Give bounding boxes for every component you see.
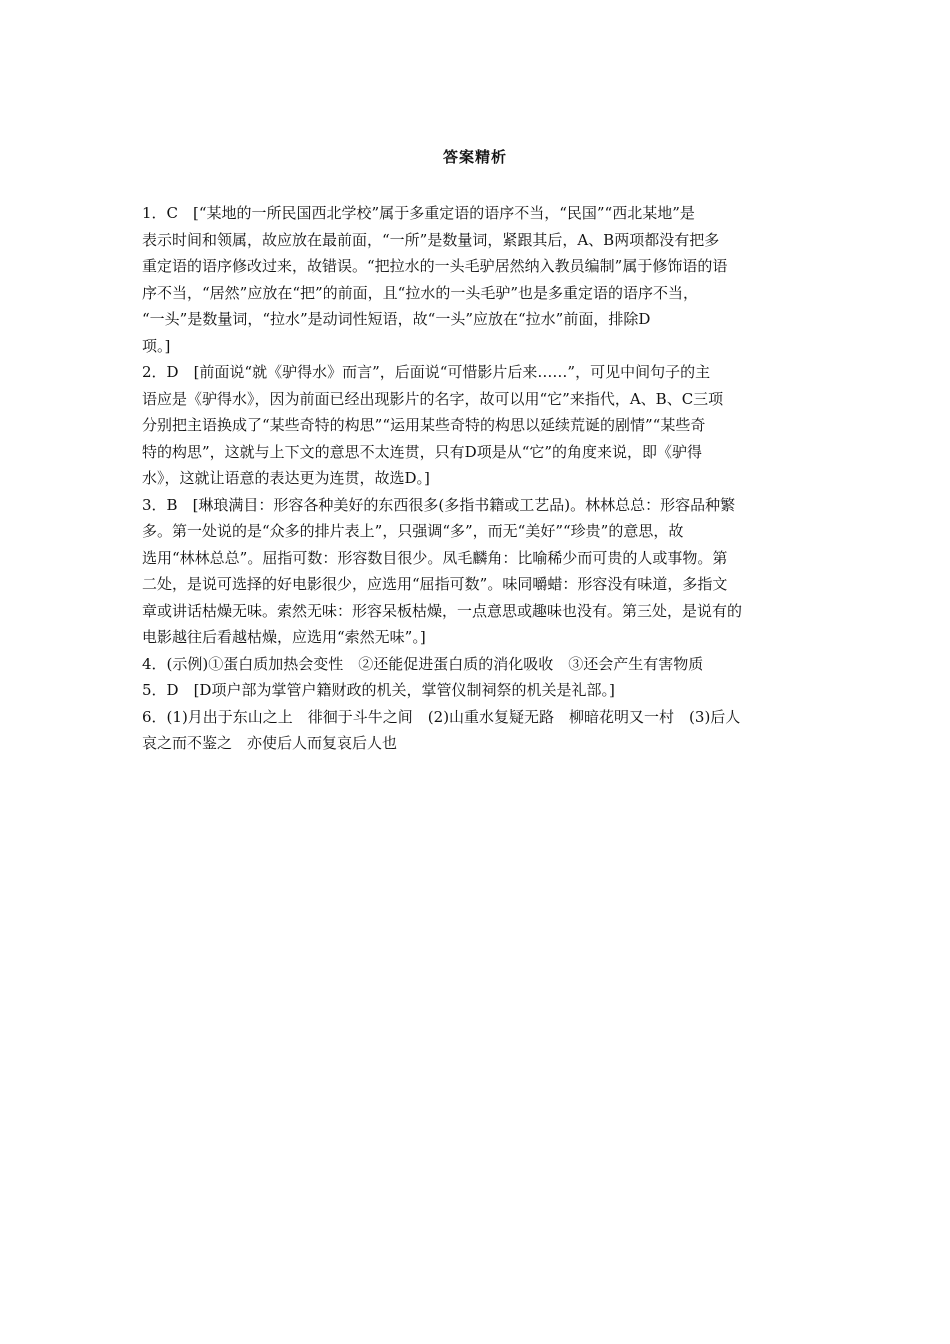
answer-line: 章或讲话枯燥无味。索然无味：形容呆板枯燥，一点意思或趣味也没有。第三处，是说有的 bbox=[142, 601, 743, 620]
answer-line: 3．B [琳琅满目：形容各种美好的东西很多(多指书籍或工艺品)。林林总总：形容品种繁 bbox=[142, 495, 736, 514]
answer-line: 项。] bbox=[142, 336, 171, 355]
answer-line: 特的构思”，这就与上下文的意思不太连贯，只有D项是从“它”的角度来说，即《驴得 bbox=[142, 442, 703, 461]
answer-item-4 bbox=[142, 651, 812, 678]
answer-item-6 bbox=[142, 704, 812, 757]
page-title: 答案精析 bbox=[442, 148, 507, 166]
answer-line: 多。第一处说的是“众多的排片表上”，只强调“多”，而无“美好”“珍贵”的意思，故 bbox=[142, 522, 684, 540]
answer-item-3 bbox=[142, 492, 812, 651]
answer-line: 4．(示例)①蛋白质加热会变性 ②还能促进蛋白质的消化吸收 ③还会产生有害物质 bbox=[142, 654, 704, 673]
answer-line: 表示时间和领属，故应放在最前面，“一所”是数量词，紧跟其后，A、B两项都没有把多 bbox=[142, 230, 720, 249]
answer-line: 选用“林林总总”。屈指可数：形容数目很少。凤毛麟角：比喻稀少而可贵的人或事物。第 bbox=[142, 548, 728, 567]
answer-line: “一头”是数量词，“拉水”是动词性短语，故“一头”应放在“拉水”前面，排除D bbox=[142, 310, 651, 328]
answer-line: 水》，这就让语意的表达更为连贯，故选D。] bbox=[142, 469, 430, 487]
answer-list bbox=[142, 200, 812, 757]
answer-item-1 bbox=[142, 200, 812, 359]
answer-line: 5．D [D项户部为掌管户籍财政的机关，掌管仪制祠祭的机关是礼部。] bbox=[142, 681, 615, 699]
answer-line: 电影越往后看越枯燥，应选用“索然无味”。] bbox=[142, 628, 426, 646]
answer-line: 序不当，“居然”应放在“把”的前面，且“拉水的一头毛驴”也是多重定语的语序不当， bbox=[142, 283, 699, 302]
answer-line: 分别把主语换成了“某些奇特的构思”“运用某些奇特的构思以延续荒诞的剧情”“某些奇 bbox=[142, 416, 706, 434]
answer-line: 哀之而不鉴之 亦使后人而复哀后人也 bbox=[142, 734, 398, 752]
answer-line: 2．D [前面说“就《驴得水》而言”，后面说“可惜影片后来……”，可见中间句子的主 bbox=[142, 363, 711, 381]
answer-item-5 bbox=[142, 677, 812, 704]
answer-line: 重定语的语序修改过来，故错误。“把拉水的一头毛驴居然纳入教员编制”属于修饰语的语 bbox=[142, 257, 728, 275]
answer-line: 语应是《驴得水》，因为前面已经出现影片的名字，故可以用“它”来指代，A、B、C三项 bbox=[142, 389, 724, 408]
answer-item-2 bbox=[142, 359, 812, 492]
answer-line: 1．C [“某地的一所民国西北学校”属于多重定语的语序不当，“民国”“西北某地”是 bbox=[142, 204, 695, 222]
answer-line: 6．(1)月出于东山之上 徘徊于斗牛之间 (2)山重水复疑无路 柳暗花明又一村 (3)后人 bbox=[142, 707, 741, 726]
answer-line: 二处，是说可选择的好电影很少，应选用“屈指可数”。味同嚼蜡：形容没有味道，多指文 bbox=[142, 575, 728, 593]
